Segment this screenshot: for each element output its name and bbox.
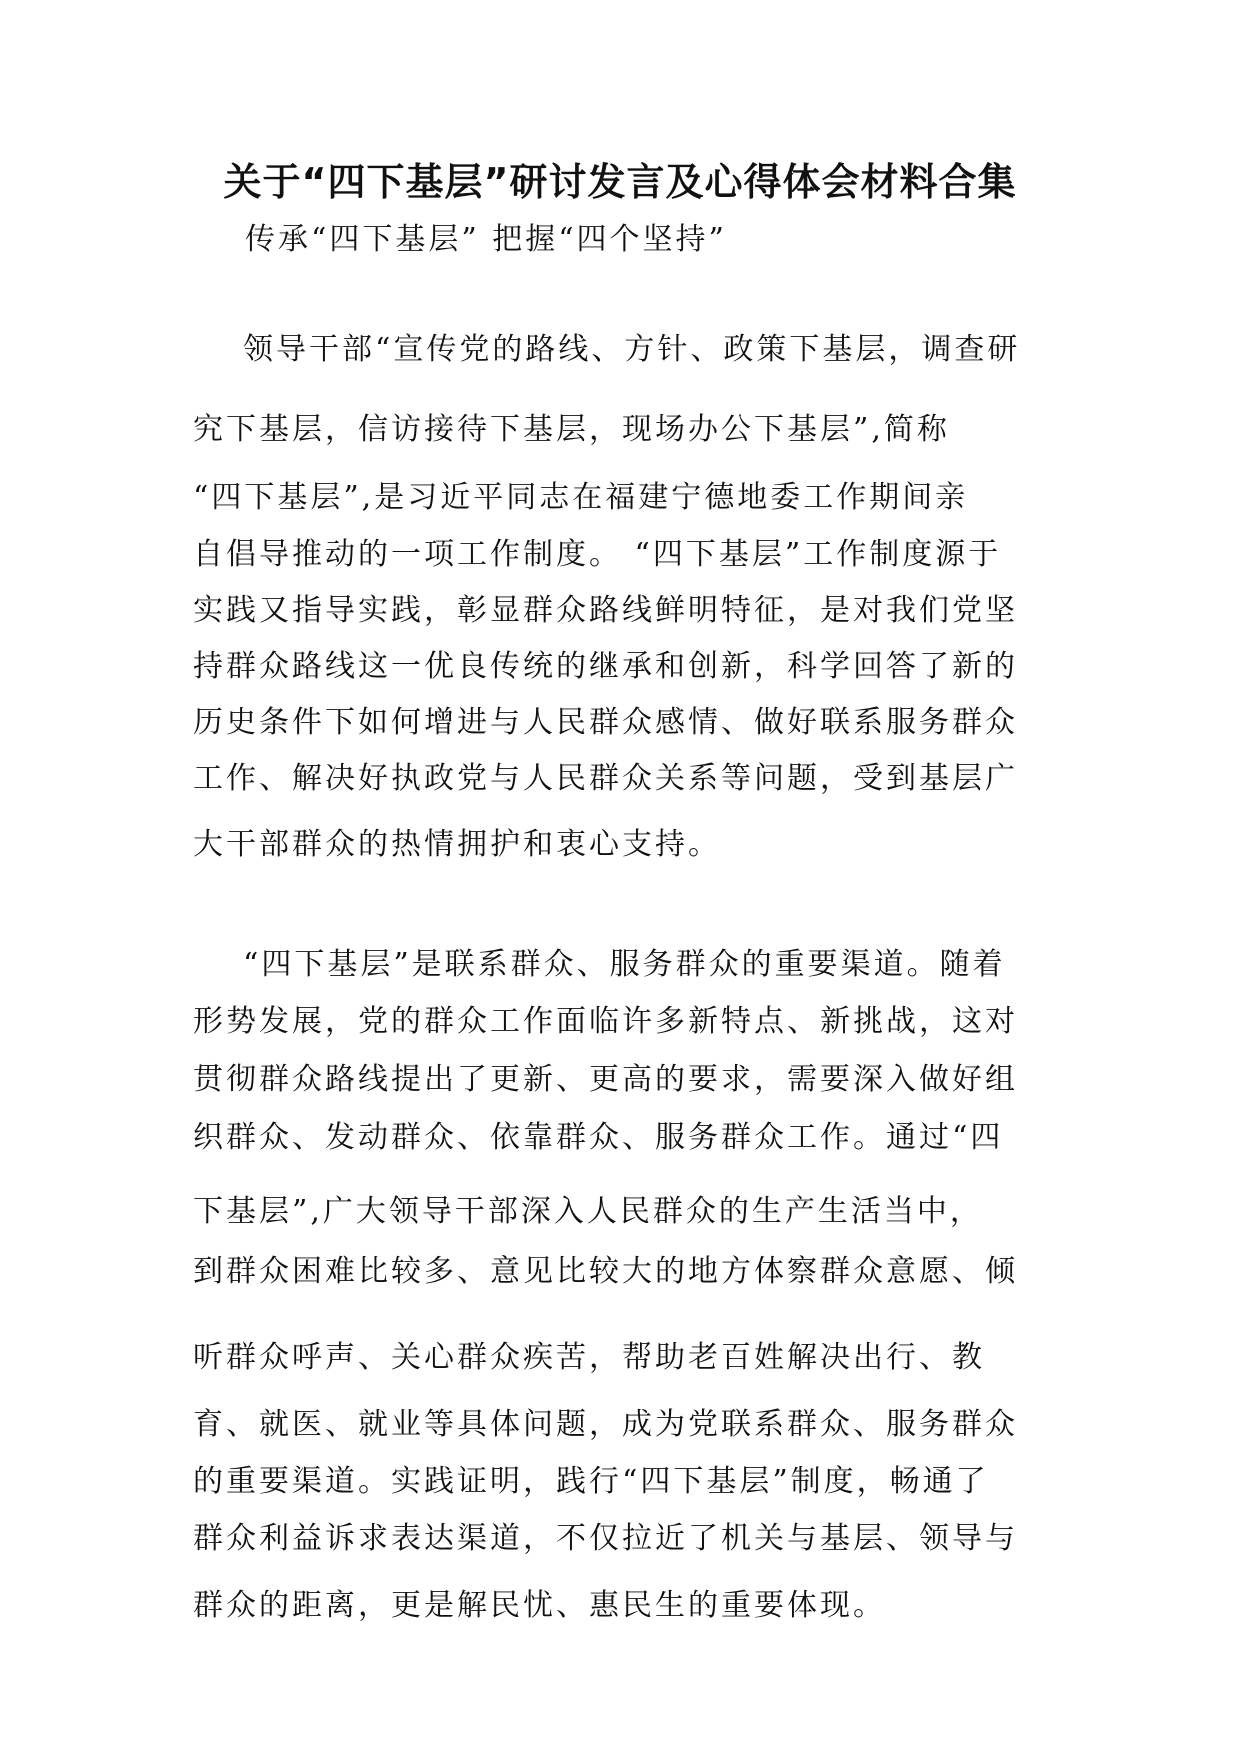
paragraph-2-line-5: 下基层”,广大领导干部深入人民群众的生产生活当中， — [193, 1194, 983, 1229]
paragraph-1-line-4: 自倡导推动的一项工作制度。 “四下基层”工作制度源于 — [193, 537, 1002, 572]
paragraph-2-line-2: 形势发展，党的群众工作面临许多新特点、新挑战，这对 — [193, 1004, 1018, 1039]
paragraph-2-line-6: 到群众困难比较多、意见比较大的地方体察群众意愿、倾 — [193, 1254, 1018, 1289]
paragraph-1-line-1: 领导干部“宣传党的路线、方针、政策下基层，调查研 — [243, 332, 1021, 367]
paragraph-2-line-7: 听群众呼声、关心群众疾苦，帮助老百姓解决出行、教 — [193, 1340, 985, 1375]
document-title: 关于“四下基层”研讨发言及心得体会材料合集 — [223, 160, 1017, 204]
paragraph-1-line-9: 大干部群众的热情拥护和衷心支持。 — [193, 827, 721, 862]
paragraph-1-line-8: 工作、解决好执政党与人民群众关系等问题，受到基层广 — [193, 761, 1018, 796]
paragraph-2-line-10: 群众利益诉求表达渠道，不仅拉近了机关与基层、领导与 — [193, 1521, 1018, 1556]
paragraph-1-line-7: 历史条件下如何增进与人民群众感情、做好联系服务群众 — [193, 705, 1018, 740]
paragraph-1-line-6: 持群众路线这一优良传统的继承和创新，科学回答了新的 — [193, 649, 1018, 684]
paragraph-2-line-3: 贯彻群众路线提出了更新、更高的要求，需要深入做好组 — [193, 1062, 1018, 1097]
paragraph-2-line-11: 群众的距离，更是解民忧、惠民生的重要体现。 — [193, 1588, 886, 1623]
paragraph-2-line-1: “四下基层”是联系群众、服务群众的重要渠道。随着 — [243, 947, 1006, 982]
paragraph-1-line-2: 究下基层，信访接待下基层，现场办公下基层”,简称 — [193, 412, 950, 447]
paragraph-1-line-3: “四下基层”,是习近平同志在福建宁德地委工作期间亲 — [193, 480, 969, 515]
document-subtitle: 传承“四下基层” 把握“四个坚持” — [245, 222, 727, 257]
paragraph-1-line-5: 实践又指导实践，彰显群众路线鲜明特征，是对我们党坚 — [193, 593, 1018, 628]
paragraph-2-line-8: 育、就医、就业等具体问题，成为党联系群众、服务群众 — [193, 1407, 1018, 1442]
paragraph-2-line-4: 织群众、发动群众、依靠群众、服务群众工作。通过“四 — [193, 1120, 1004, 1155]
paragraph-2-line-9: 的重要渠道。实践证明，践行“四下基层”制度，畅通了 — [193, 1464, 989, 1499]
